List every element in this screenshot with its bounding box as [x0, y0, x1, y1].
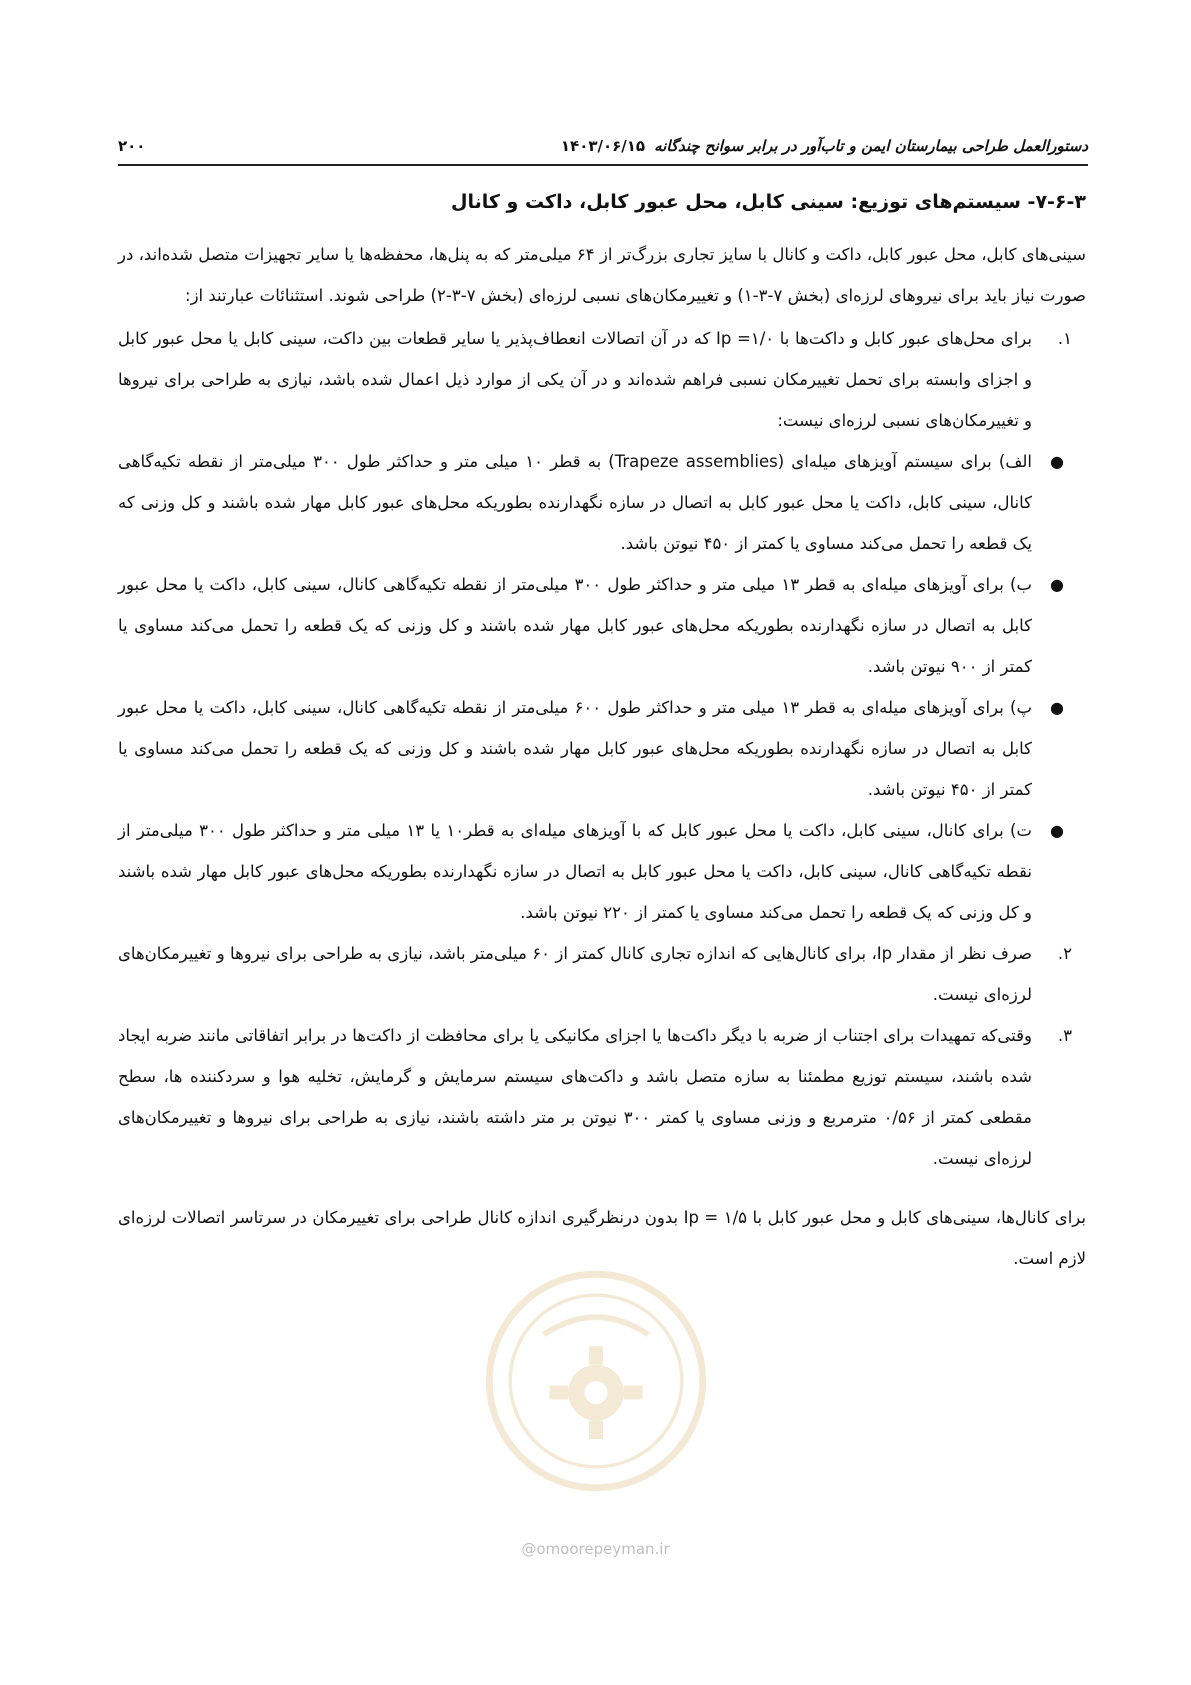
bullet-text: ت) برای کانال، سینی کابل، داکت یا محل عبور کابل که با آویزهای میله‌ای به قطر۱۰ یا ۱۳ میلی متر و حداکثر طول ۳۰۰ میلی‌متر از نقطه تکیه‌گاهی کانال، سینی کابل، داکت یا محل عبور کابل به اتصال در سازه نگهدارنده بطوریکه محل‌های عبور کابل مهار شده باشند و کل وزنی که یک قطعه را تحمل می‌کند مساوی یا کمتر از ۲۲۰ نیوتن باشد.	[118, 821, 1033, 922]
bullet-icon: ●	[1050, 452, 1064, 471]
bullet-item-be	[118, 564, 1086, 687]
bullet-text: پ) برای آویزهای میله‌ای به قطر ۱۳ میلی متر و حداکثر طول ۶۰۰ میلی‌متر از نقطه تکیه‌گاهی کانال، سینی کابل، داکت یا محل عبور کابل به اتصال در سازه نگهدارنده بطوریکه محل‌های عبور کابل مهار شده باشند و کل وزنی که یک قطعه را تحمل می‌کند مساوی یا کمتر از ۴۵۰ نیوتن باشد.	[118, 698, 1032, 799]
header-title: دستورالعمل طراحی بیمارستان ایمن و تاب‌آور در برابر سوانح چندگانه	[654, 137, 1088, 155]
bullet-item-alef	[118, 441, 1086, 564]
bullet-item-pe	[118, 687, 1086, 810]
section-heading: ۷-۶-۳- سیستم‌های توزیع: سینی کابل، محل عبور کابل، داکت و کانال	[450, 191, 1086, 213]
watermark-url: @omoorepeyman.ir	[521, 1540, 670, 1558]
sub-bullet-list	[118, 441, 1064, 933]
item-number: ۱.	[1057, 329, 1072, 348]
numbered-item-3	[118, 1015, 1086, 1179]
bullet-icon: ●	[1050, 698, 1064, 717]
page-number: ۲۰۰	[118, 137, 146, 155]
item-number: ۳.	[1057, 1026, 1072, 1045]
page-header	[118, 134, 1088, 166]
bullet-text: ب) برای آویزهای میله‌ای به قطر ۱۳ میلی متر و حداکثر طول ۳۰۰ میلی‌متر از نقطه تکیه‌گاهی کانال، سینی کابل، داکت یا محل عبور کابل به اتصال در سازه نگهدارنده بطوریکه محل‌های عبور کابل مهار شده باشند و کل وزنی که یک قطعه را تحمل می‌کند مساوی یا کمتر از ۹۰۰ نیوتن باشد.	[118, 575, 1032, 676]
item-number: ۲.	[1057, 944, 1072, 963]
numbered-item-2	[118, 933, 1086, 1015]
intro-paragraph: سینی‌های کابل، محل عبور کابل، داکت و کانال با سایز تجاری بزرگ‌تر از ۶۴ میلی‌متر که به پنل‌ها، محفظه‌ها یا سایر تجهیزات متصل شده‌اند، در صورت نیاز باید برای نیروهای لرزه‌ای (بخش ۷-۳-۱) و تغییرمکان‌های نسبی لرزه‌ای (بخش ۷-۳-۲) طراحی شوند. استثنائات عبارتند از:	[118, 245, 1086, 305]
bullet-icon: ●	[1050, 575, 1064, 594]
watermark-logo-icon	[480, 1265, 712, 1497]
section-body	[118, 186, 1086, 1279]
bullet-text: الف) برای سیستم آویزهای میله‌ای (Trapeze assemblies) به قطر ۱۰ میلی متر و حداکثر طول ۳۰۰ میلی‌متر از نقطه تکیه‌گاهی کانال، سینی کابل، داکت یا محل عبور کابل به اتصال در سازه نگهدارنده بطوریکه محل‌های عبور کابل مهار شده باشند و کل وزنی که یک قطعه را تحمل می‌کند مساوی یا کمتر از ۴۵۰ نیوتن باشد.	[118, 452, 1033, 553]
bullet-item-te	[118, 810, 1086, 933]
closing-paragraph: برای کانال‌ها، سینی‌های کابل و محل عبور کابل با Ip = ۱/۵ بدون درنظرگیری اندازه کانال طراحی برای تغییرمکان در سرتاسر اتصالات لرزه‌ای لازم است.	[118, 1208, 1086, 1268]
item-text: وقتی‌که تمهیدات برای اجتناب از ضربه با دیگر داکت‌ها یا اجزای مکانیکی یا برای محافظت از داکت‌ها در برابر اتفاقاتی مانند ضربه ایجاد شده باشند، سیستم توزیع مطمئنا به سازه متصل باشد و داکت‌های سیستم سرمایش و گرمایش، تخلیه هوا و سردکننده ها، سطح مقطعی کمتر از ۰/۵۶ مترمربع و وزنی مساوی یا کمتر ۳۰۰ نیوتن بر متر داشته باشند، نیازی به طراحی برای نیروها و تغییرمکان‌های لرزه‌ای نیست.	[118, 1026, 1032, 1168]
item-text: برای محل‌های عبور کابل و داکت‌ها با Ip =۱/۰ که در آن اتصالات انعطاف‌پذیر یا سایر قطعات بین داکت، سینی کابل یا محل عبور کابل و اجزای وابسته برای تحمل تغییرمکان نسبی فراهم شده‌اند و در آن یکی از موارد ذیل اعمال شده باشد، نیازی به طراحی برای نیروها و تغییرمکان‌های نسبی لرزه‌ای نیست:	[118, 329, 1032, 430]
header-date: ۱۴۰۳/۰۶/۱۵	[560, 137, 646, 155]
item-text: صرف نظر از مقدار Ip، برای کانال‌هایی که اندازه تجاری کانال کمتر از ۶۰ میلی‌متر باشد، نیازی به طراحی برای نیروها و تغییرمکان‌های لرزه‌ای نیست.	[118, 944, 1033, 1004]
numbered-item-1	[118, 318, 1086, 933]
bullet-icon: ●	[1050, 821, 1064, 840]
